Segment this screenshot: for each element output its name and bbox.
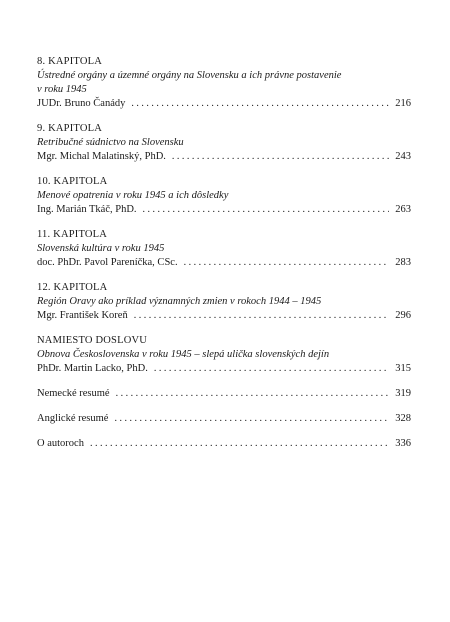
table-of-contents <box>37 55 411 462</box>
chapter-title <box>37 348 411 362</box>
page-number: 263 <box>395 204 411 215</box>
chapter-author: doc. PhDr. Pavol Pareníčka, CSc. <box>37 257 178 268</box>
chapter-heading: 11. KAPITOLA <box>37 229 108 240</box>
chapter-heading: NAMIESTO DOSLOVU <box>37 335 148 346</box>
chapter-title <box>37 136 411 150</box>
chapter-title <box>37 242 411 256</box>
chapter-title <box>37 189 411 203</box>
author-row <box>37 97 411 111</box>
dot-leader <box>90 437 389 451</box>
page-number: 243 <box>395 151 411 162</box>
chapter-title-line: v roku 1945 <box>37 84 87 95</box>
chapter-heading: 12. KAPITOLA <box>37 282 108 293</box>
dot-leader <box>154 362 389 376</box>
toc-entry-chapter-8 <box>37 55 411 111</box>
chapter-title <box>37 295 411 309</box>
chapter-author: Mgr. Michal Malatinský, PhD. <box>37 151 166 162</box>
chapter-author: PhDr. Martin Lacko, PhD. <box>37 363 148 374</box>
author-row <box>37 256 411 270</box>
entry-label: O autoroch <box>37 438 84 449</box>
chapter-title-line: Ústredné orgány a územné orgány na Slovensku a ich právne postavenie <box>37 70 342 81</box>
chapter-heading: 9. KAPITOLA <box>37 123 103 134</box>
toc-entry-chapter-12 <box>37 281 411 323</box>
page-number: 216 <box>395 98 411 109</box>
chapter-title-line: Retribučné súdnictvo na Slovensku <box>37 137 184 148</box>
dot-leader <box>131 97 389 111</box>
page-number: 319 <box>395 388 411 399</box>
page-number: 296 <box>395 310 411 321</box>
entry-label: Anglické resumé <box>37 413 109 424</box>
dot-leader <box>116 387 390 401</box>
author-row <box>37 362 411 376</box>
page-number: 315 <box>395 363 411 374</box>
toc-entry-chapter-11 <box>37 228 411 270</box>
page-number: 336 <box>395 438 411 449</box>
page-number: 328 <box>395 413 411 424</box>
chapter-author: Ing. Marián Tkáč, PhD. <box>37 204 137 215</box>
dot-leader <box>114 412 389 426</box>
page-number: 283 <box>395 257 411 268</box>
author-row <box>37 203 411 217</box>
dot-leader <box>184 256 390 270</box>
chapter-title-line: Región Oravy ako príklad významných zmien v rokoch 1944 – 1945 <box>37 296 322 307</box>
toc-entry-german-summary <box>37 387 411 401</box>
chapter-author: JUDr. Bruno Čanády <box>37 98 126 109</box>
chapter-title-line: Obnova Československa v roku 1945 – slepá ulička slovenských dejín <box>37 349 330 360</box>
dot-leader <box>143 203 390 217</box>
toc-entry-afterword <box>37 334 411 376</box>
author-row <box>37 150 411 164</box>
chapter-author: Mgr. František Koreň <box>37 310 128 321</box>
toc-entry-about-authors <box>37 437 411 451</box>
toc-entry-chapter-9 <box>37 122 411 164</box>
chapter-title-line: Slovenská kultúra v roku 1945 <box>37 243 165 254</box>
toc-entry-chapter-10 <box>37 175 411 217</box>
chapter-title-line: Menové opatrenia v roku 1945 a ich dôsledky <box>37 190 229 201</box>
toc-entry-english-summary <box>37 412 411 426</box>
entry-label: Nemecké resumé <box>37 388 110 399</box>
author-row <box>37 309 411 323</box>
chapter-heading: 10. KAPITOLA <box>37 176 108 187</box>
chapter-title <box>37 69 411 97</box>
dot-leader <box>134 309 390 323</box>
dot-leader <box>172 150 389 164</box>
chapter-heading: 8. KAPITOLA <box>37 56 103 67</box>
